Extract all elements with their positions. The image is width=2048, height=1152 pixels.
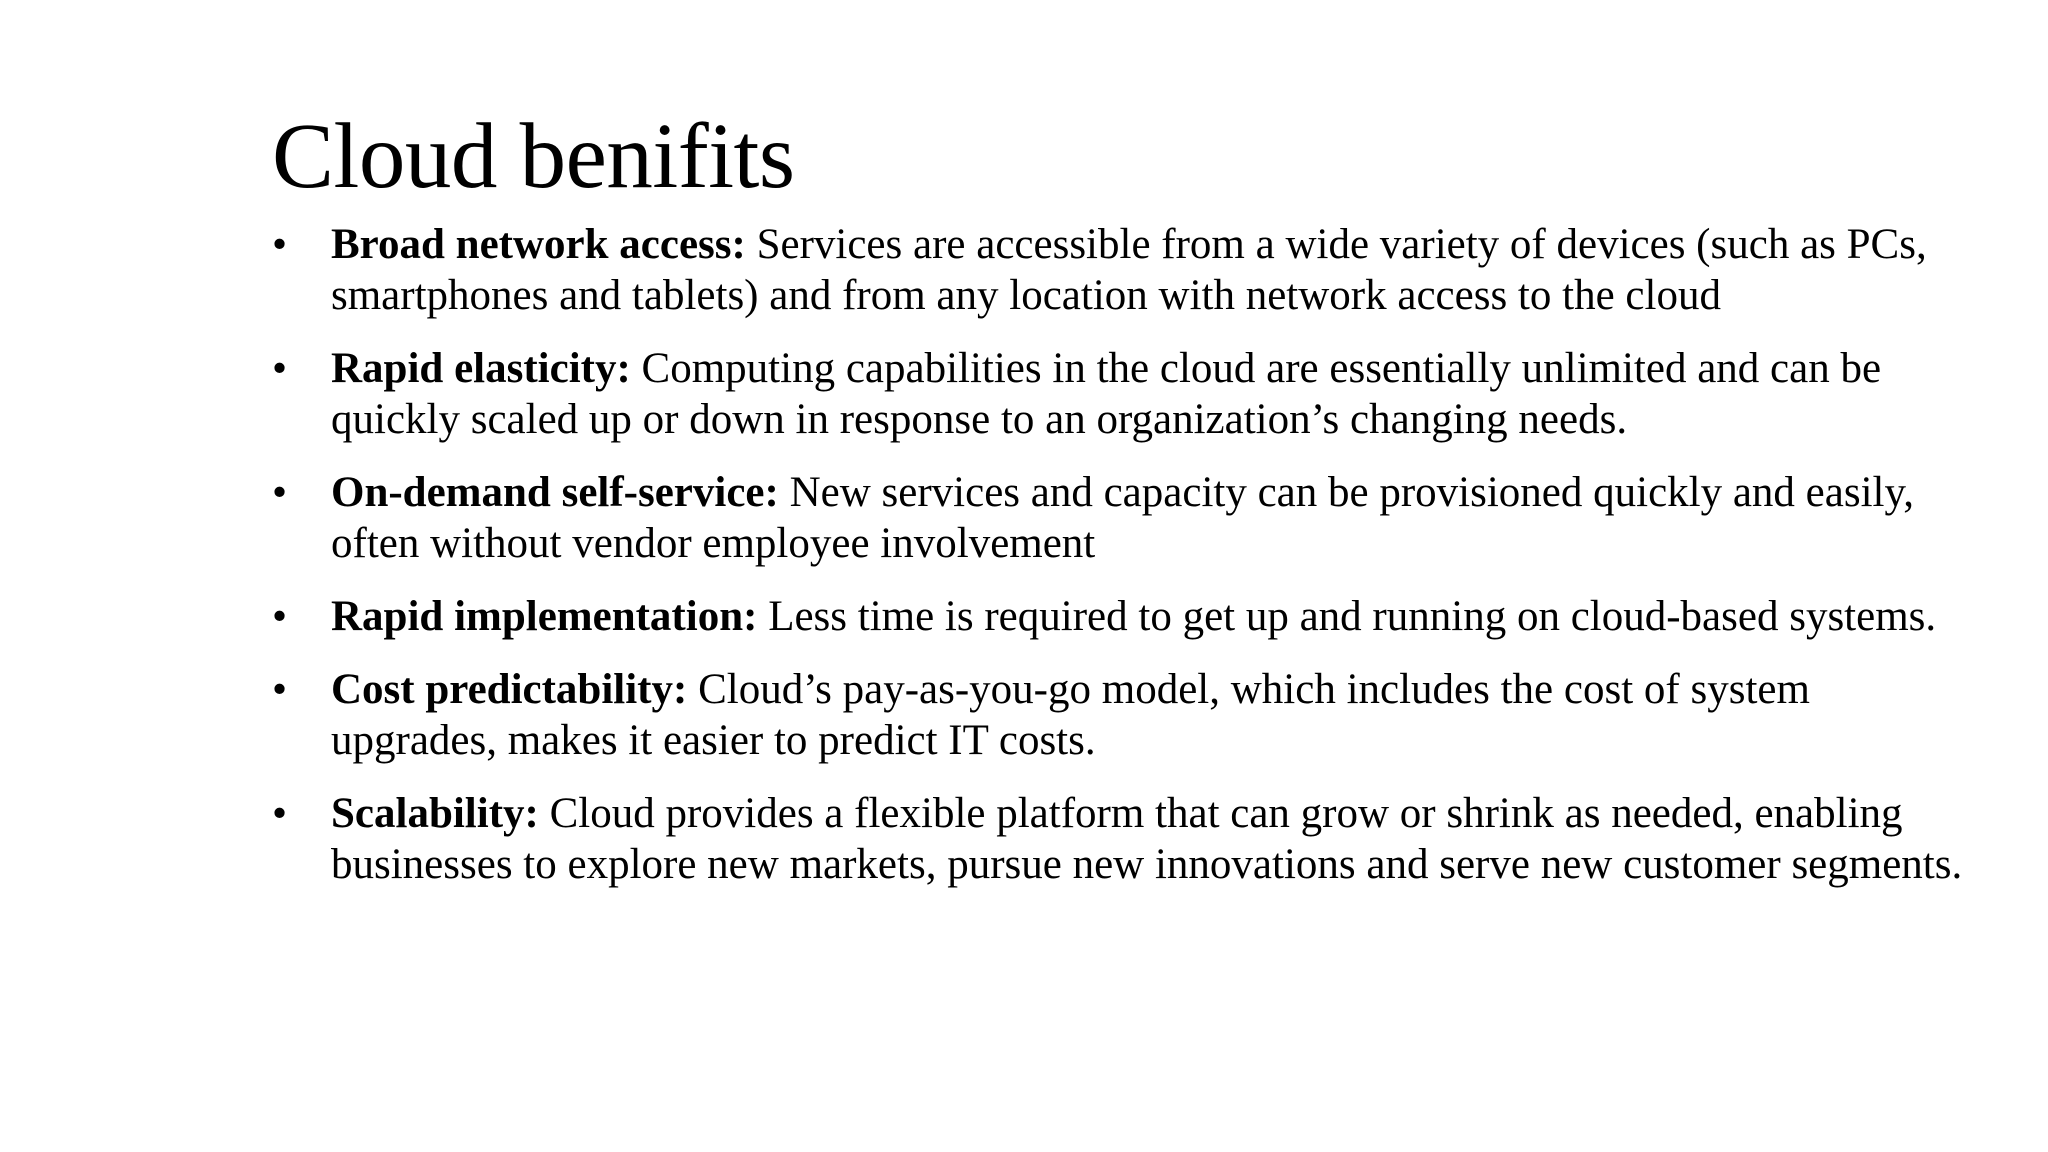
- bullet-term: Cost predictability:: [331, 666, 688, 713]
- bullet-term: On-demand self-service:: [331, 469, 779, 516]
- bullet-term: Rapid implementation:: [331, 593, 758, 640]
- bullet-icon: •: [272, 221, 288, 268]
- bullet-text: Less time is required to get up and running on cloud-based systems.: [757, 593, 1937, 640]
- bullet-term: Broad network access:: [331, 221, 746, 268]
- slide-title: Cloud benifits: [272, 105, 795, 208]
- bullet-item-scalability: [272, 788, 1972, 890]
- bullet-item-on-demand-self-service: [272, 467, 1972, 569]
- bullet-icon: •: [272, 345, 288, 392]
- bullet-text: Computing capabilities in the cloud are essentially unlimited and can be quickly scaled up or down in response to an organization’s changing needs.: [331, 345, 1882, 443]
- bullet-text: Cloud’s pay-as-you-go model, which includes the cost of system upgrades, makes it easier to predict IT costs.: [331, 666, 1810, 764]
- bullet-icon: •: [272, 666, 288, 713]
- bullet-text: New services and capacity can be provisioned quickly and easily, often without vendor employee involvement: [331, 469, 1914, 567]
- bullet-text: Services are accessible from a wide variety of devices (such as PCs, smartphones and tablets) and from any location with network access to the cloud: [331, 221, 1927, 319]
- bullet-term: Scalability:: [331, 790, 539, 837]
- bullet-item-broad-network-access: [272, 219, 1972, 321]
- bullet-item-rapid-implementation: [272, 591, 1972, 642]
- bullet-item-cost-predictability: [272, 664, 1972, 766]
- bullet-term: Rapid elasticity:: [331, 345, 631, 392]
- bullet-item-rapid-elasticity: [272, 343, 1972, 445]
- bullet-text: Cloud provides a flexible platform that can grow or shrink as needed, enabling businesses to explore new markets, pursue new innovations and serve new customer segments.: [331, 790, 1963, 888]
- bullet-list: [272, 219, 1972, 912]
- bullet-icon: •: [272, 790, 288, 837]
- bullet-icon: •: [272, 469, 288, 516]
- bullet-icon: •: [272, 593, 288, 640]
